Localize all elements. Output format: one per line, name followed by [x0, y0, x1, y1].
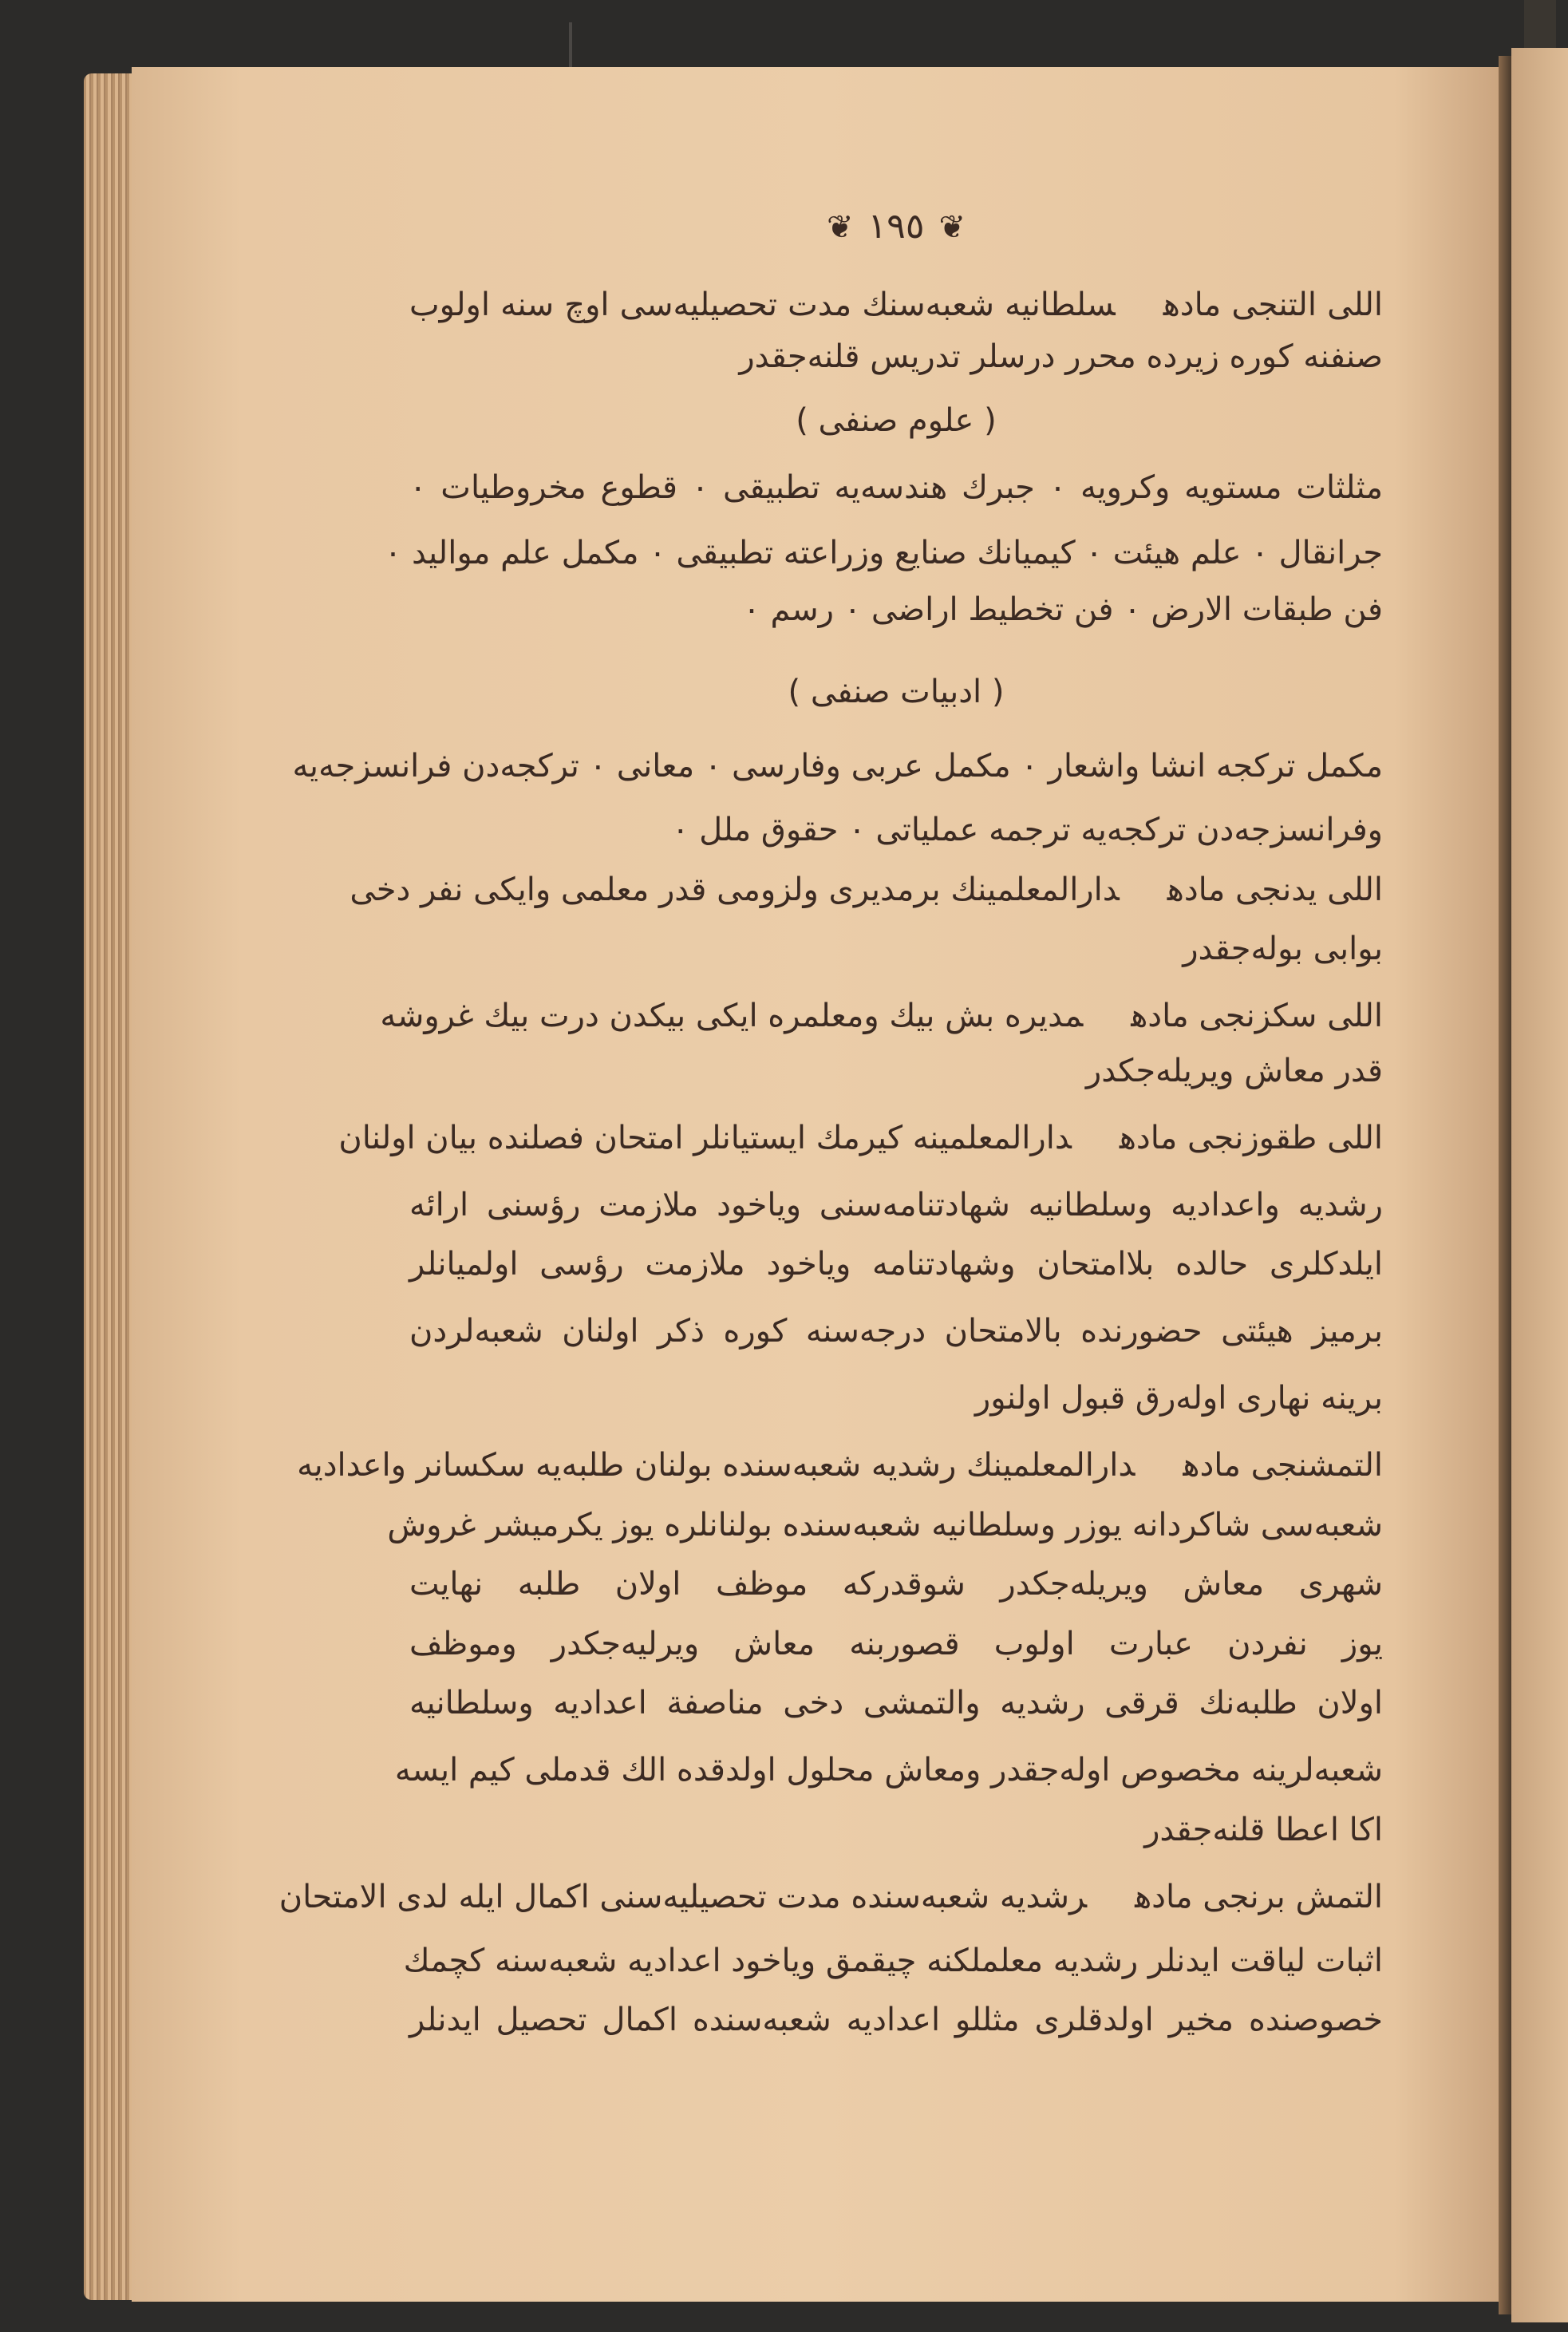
text-line: برینه نهاری اوله‌رق قبول اولنور: [974, 1380, 1383, 1417]
bookmark-thread: [569, 22, 572, 67]
line-text: دارالمعلمینه کیرمك ایستیانلر امتحان فصلنده بیان اولنان: [338, 1120, 1072, 1156]
line-text: مدیره بش بیك ومعلمره ایکی بیکدن درت بیك غروشه: [380, 998, 1084, 1034]
line-text: دارالمعلمینك رشدیه شعبه‌سنده بولنان طلبه‌یه سکسانر واعدادیه: [297, 1447, 1136, 1484]
article-label: اللی یدنجی ماده: [1167, 872, 1383, 908]
article-57-line: [350, 866, 1383, 914]
text-line: برمیز هیئتی حضورنده بالامتحان درجه‌سنه کوره ذکر اولنان شعبه‌لردن: [409, 1313, 1383, 1350]
page-number: [409, 206, 1383, 247]
book-gutter: [1499, 56, 1511, 2314]
clip-mark: [1524, 0, 1556, 48]
article-label: التمشنجی ماده: [1183, 1447, 1383, 1484]
article-56-line: [409, 281, 1383, 329]
text-line: بوابی بوله‌جقدر: [1183, 931, 1383, 967]
text-line: شهری معاش ویریله‌جکدر شوقدرکه موظف اولان طلبه نهایت: [409, 1566, 1383, 1603]
article-58-line: [380, 992, 1383, 1040]
article-label: اللی طقوزنجی ماده: [1119, 1120, 1383, 1156]
text-line: شعبه‌سی شاکردانه یوزر وسلطانیه شعبه‌سنده بولنانلره یوز یکرمیشر غروش: [387, 1507, 1383, 1543]
article-60-line: [297, 1441, 1383, 1489]
text-line: ایلدکلری حالده بلاامتحان وشهادتنامه ویاخود ملازمت رؤسی اولمیانلر: [409, 1246, 1383, 1283]
article-61-line: [278, 1873, 1383, 1921]
ornament-icon: ❦: [827, 209, 854, 246]
article-label: التمش برنجی ماده: [1135, 1879, 1383, 1915]
article-label: اللی سکزنجی ماده: [1131, 998, 1383, 1034]
page-number-text: ١٩٥: [867, 206, 925, 247]
section-heading-literature: ( ادبیات صنفی ): [788, 674, 1005, 710]
text-line: صنفنه کوره زیرده محرر درسلر تدریس قلنه‌جقدر: [739, 338, 1383, 375]
line-text: سلطانیه شعبه‌سنك مدت تحصیلیه‌سی اوچ سنه اولوب: [409, 287, 1116, 323]
facing-page-edge: [1511, 48, 1568, 2322]
text-line: اکا اعطا قلنه‌جقدر: [1144, 1812, 1383, 1848]
text-line: قدر معاش ویریله‌جکدر: [1085, 1053, 1383, 1089]
text-line: جرانقال ۰ علم هیئت ۰ کیمیانك صنایع وزراعته تطبیقی ۰ مکمل علم موالید ۰: [384, 535, 1383, 571]
text-line: خصوصنده مخیر اولدقلری مثللو اعدادیه شعبه‌سنده اکمال تحصیل ایدنلر: [409, 2002, 1383, 2038]
text-line: مکمل ترکجه انشا واشعار ۰ مکمل عربی وفارسی ۰ معانی ۰ ترکجه‌دن فرانسزجه‌یه: [292, 748, 1383, 785]
line-text: رشدیه شعبه‌سنده مدت تحصیلیه‌سنی اکمال ایله لدی الامتحان: [278, 1879, 1088, 1915]
line-text: دارالمعلمینك برمدیری ولزومی قدر معلمی وایکی نفر دخی: [350, 872, 1120, 908]
text-line: اثبات لیاقت ایدنلر رشدیه معلملکنه چیقمق ویاخود اعدادیه شعبه‌سنه کچمك: [403, 1943, 1383, 1979]
text-line: رشدیه واعدادیه وسلطانیه شهادتنامه‌سنی ویاخود ملازمت رؤسنی ارائه: [409, 1187, 1383, 1223]
text-line: فن طبقات الارض ۰ فن تخطیط اراضی ۰ رسم ۰: [743, 591, 1383, 628]
text-line: شعبه‌لرینه مخصوص اوله‌جقدر ومعاش محلول اولدقده الك قدملی کیم ایسه: [394, 1752, 1383, 1789]
section-heading-sciences: ( علوم صنفی ): [796, 402, 997, 439]
article-59-line: [338, 1114, 1383, 1162]
ornament-icon: ❦: [938, 209, 966, 246]
text-line: یوز نفردن عبارت اولوب قصوربنه معاش ویرلیه‌جکدر وموظف: [409, 1626, 1383, 1662]
text-line: اولان طلبه‌نك قرقی رشدیه والتمشی دخی مناصفة اعدادیه وسلطانیه: [409, 1685, 1383, 1721]
article-label: اللی التنجی ماده: [1163, 287, 1383, 323]
text-line: مثلثات مستویه وکرویه ۰ جبرك هندسه‌یه تطبیقی ۰ قطوع مخروطیات ۰: [409, 469, 1383, 506]
text-line: وفرانسزجه‌دن ترکجه‌یه ترجمه عملیاتی ۰ حقوق ملل ۰: [671, 812, 1383, 848]
